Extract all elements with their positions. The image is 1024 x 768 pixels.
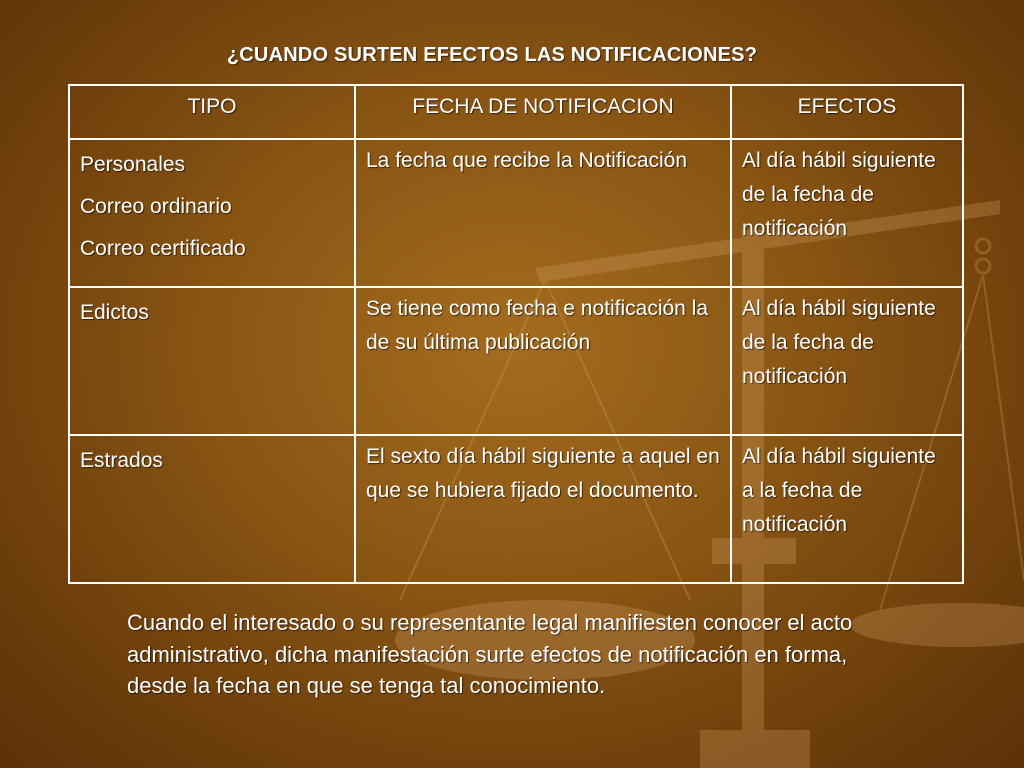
- table-row: [69, 139, 963, 287]
- slide-title: ¿CUANDO SURTEN EFECTOS LAS NOTIFICACIONES?: [226, 44, 758, 66]
- tipo-correo-certificado: Correo certificado: [80, 237, 246, 260]
- tipo-personales: Personales: [80, 153, 186, 176]
- table-header-row: [69, 85, 963, 139]
- tipo-estrados: Estrados: [80, 449, 163, 472]
- cell-tipo: [69, 435, 355, 583]
- cell-fecha: La fecha que recibe la Notificación: [355, 139, 731, 287]
- cell-tipo: [69, 287, 355, 435]
- cell-efectos: Al día hábil siguiente a la fecha de notificación: [731, 435, 963, 583]
- footnote-paragraph: Cuando el interesado o su representante legal manifiesten conocer el acto administrativo, dicha manifestación surte efectos de notificación en forma, desde la fecha en que se tenga tal conocimiento.: [127, 610, 853, 698]
- header-efectos: EFECTOS: [731, 85, 963, 139]
- cell-fecha: Se tiene como fecha e notificación la de su última publicación: [355, 287, 731, 435]
- table-row: [69, 287, 963, 435]
- tipo-correo-ordinario: Correo ordinario: [80, 195, 232, 218]
- cell-efectos: Al día hábil siguiente de la fecha de notificación: [731, 139, 963, 287]
- cell-tipo: [69, 139, 355, 287]
- cell-efectos: Al día hábil siguiente de la fecha de notificación: [731, 287, 963, 435]
- table-row: [69, 435, 963, 583]
- tipo-edictos: Edictos: [80, 301, 149, 324]
- header-tipo: TIPO: [69, 85, 355, 139]
- header-fecha-notificacion: FECHA DE NOTIFICACION: [355, 85, 731, 139]
- notification-effects-table: [68, 84, 964, 584]
- cell-fecha: El sexto día hábil siguiente a aquel en que se hubiera fijado el documento.: [355, 435, 731, 583]
